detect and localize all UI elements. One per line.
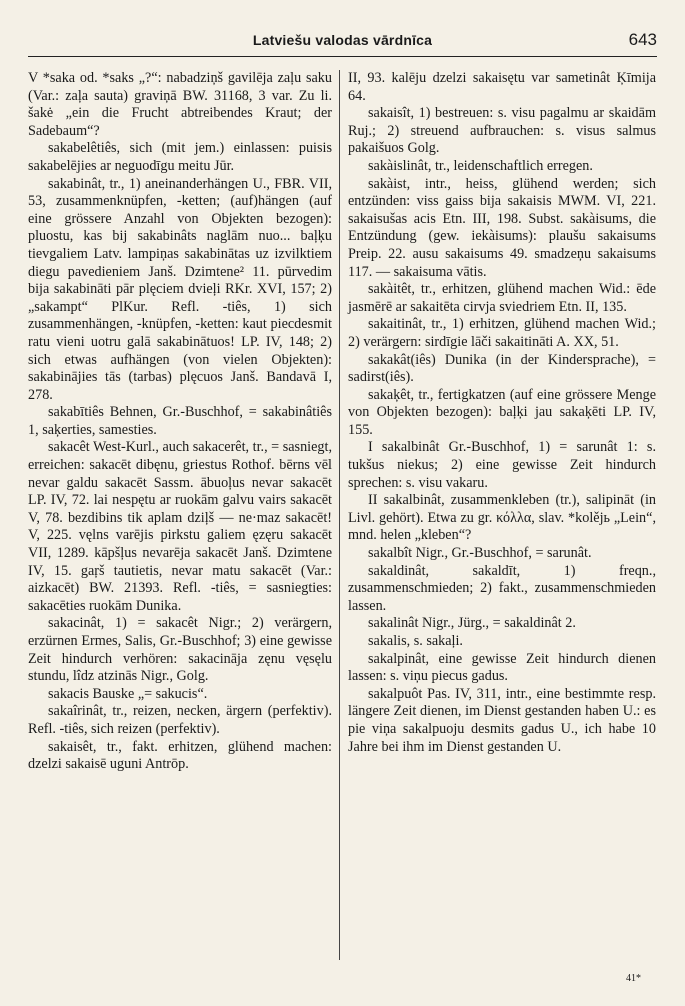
entry-saka: V *saka od. *saks „?“: nabadziņš gavilēja zaļu saku (Var.: zaļa sauta) graviņā BW. 31168, 3 var. Zu li. šakė „ein die Frucht abtreibendes Kraut; der Sadebaum“? [28, 70, 332, 139]
entry-sakacinat: sakacinât, 1) = sakacêt Nigr.; 2) verärgern, erzürnen Ermes, Salis, Gr.-Buschhof; 3) eine gewisse Zeit hindurch verhören: sakacināja zęnu vęsęlu stundu, lîdz atzinās Nigr., Golg. [28, 615, 332, 685]
entry-sakacet: sakacêt West-Kurl., auch sakacerêt, tr., = sasniegt, erreichen: sakacēt dibęnu, griestus Rothof. bērns vēl nevar galdu sakacēt Sassm. ābuoļus nevar sakacēt LP. IV, 72. lai nespętu ar ruokām galvu vairs sakacēt V, 78. bezdibins tik aplam dziļš — ne·maz sakacēt! V, 225. vęlns varējis pirkstu galiem ęzęru sakacēt VII, 1289. kāpšļus nevarēja sakacēt Janš. Dzimtene IV, 15. gaŗš tautietis, nevar matu sakacēt (Var.: aizkacēt) BW. 21393. Refl. -tiês, = sasniegties: sakacēties ruokām Dunika. [28, 439, 332, 614]
entry-sakaisit: sakaisît, 1) bestreuen: s. visu pagalmu ar skaidām Ruj.; 2) streuend aufbrauchen: s. visus salmus pakaišuos Golg. [348, 105, 656, 157]
entry-sakacis: sakacis Bauske „= sakucis“. [48, 685, 208, 702]
page-number: 643 [628, 30, 657, 49]
entry-sakaket: sakaķêt, tr., fertigkatzen (auf eine grössere Menge von Objekten bezogen): baļķi jau sakaķēti LP. IV, 155. [348, 386, 656, 438]
entry-sakalinat: sakalinât Nigr., Jürg., = sakaldinât 2. [368, 615, 576, 632]
entry-sakaldinat: sakaldinât, sakaldīt, 1) freqn., zusammenschmieden; 2) fakt., zusammenschmieden lassen. [348, 562, 656, 614]
entry-sakairinat: sakaîrinât, tr., reizen, necken, ärgern (perfektiv). Refl. -tiês, sich reizen (perfektiv). [28, 703, 332, 737]
entry-sakalis: sakalis, s. sakaļi. [368, 633, 463, 649]
column-divider [339, 70, 340, 960]
entry-continuation: II, 93. kalēju dzelzi sakaisętu var sametinât Ķīmija 64. [348, 70, 656, 104]
entry-sakaiset: sakaisêt, tr., fakt. erhitzen, glühend machen: dzelzi sakaisē uguni Antrōp. [28, 738, 332, 773]
entry-sakabinat: sakabinât, tr., 1) aneinanderhängen U., FBR. VII, 53, zusammenknüpfen, -ketten; (auf)hängen (auf eine grössere Anzahl von Objekten bezogen): pluostu, kas bij sakabinâts naglām nuo... baļķu tievgaliem Latv. lampiņas sakabinātas uz izvilktiem diegu pavedieniem Janš. Dzimtene² 11. pūrvedim bija sakabināti pār plęciem dvieļi RKr. XVI, 157; 2) „sakampt“ PlKur. Refl. -tiês, 1) sich zusammenhängen, -knüpfen, -ketten: kaut piecdesmit ratu vieni uotru galā sakabinātuos! LP. IV, 148; 2) sich etwas aufhängen (von vielen Objekten): sakabinājies tās (tarbas) plęcuos Janš. Bandavā I, 278. [28, 175, 332, 403]
right-column [348, 70, 656, 756]
entry-sakabities: sakabītiês Behnen, Gr.-Buschhof, = sakabinâtiês 1, saķerties, samesties. [28, 404, 332, 438]
entry-sakalbit: sakalbît Nigr., Gr.-Buschhof, = sarunât. [368, 545, 592, 562]
entry-sakaitet: sakàitêt, tr., erhitzen, glühend machen Wid.: ēde jasmērē ar sakaitēta cirvja sviedriem Etn. II, 135. [348, 281, 656, 315]
signature-mark: 41* [626, 973, 641, 984]
entry-sakaitinat: sakaitinât, tr., 1) erhitzen, glühend machen Wid.; 2) verärgern: sirdīgie lāči sakaitināti A. XX, 51. [348, 316, 656, 350]
left-column [28, 70, 332, 774]
entry-sakalbinat-2: II sakalbinât, zusammenkleben (tr.), salipināt (in Livl. gehört). Etwa zu gr. κόλλα, slav. *kolějь „Lein“, mnd. helen „kleben“? [348, 492, 656, 544]
entry-sakabeleties: sakabelêtiês, sich (mit jem.) einlassen: puisis sakabelējies ar neguodīgu meitu Jūr. [28, 140, 332, 174]
entry-sakaislinat: sakàislinât, tr., leidenschaftlich erregen. [368, 157, 593, 174]
running-header [28, 30, 657, 57]
page-title: Latviešu valodas vārdnīca [252, 32, 433, 48]
entry-sakalbinat-1: I sakalbinât Gr.-Buschhof, 1) = sarunât 1: s. tukšus niekus; 2) eine gewisse Zeit hindurch sprechen: s. visu vakaru. [348, 439, 656, 491]
entry-sakaist: sakàist, intr., heiss, glühend werden; sich entzünden: viss gaiss bija sakaisis MWM. VI, 221. sakaisušas acis Etn. III, 198. Subst. sakàisums, die Entzündung (gew. iekàisums): plaušu sakaisums Preip. 22. ausu sakaisums 49. smadzeņu sakaisums 117. — sakaisuma vātis. [348, 175, 656, 280]
entry-sakalpuot: sakalpuôt Pas. IV, 311, intr., eine bestimmte resp. längere Zeit dienen, im Dienst gestanden haben U.: es pie viņa sakalpuoju desmits gadus U., ich habe 10 Jahre bei ihm im Dienst gestanden U. [348, 685, 656, 755]
entry-sakalpinat: sakalpinât, eine gewisse Zeit hindurch dienen lassen: s. viņu piecus gadus. [348, 650, 656, 685]
entry-sakakaties: sakakât(iês) Dunika (in der Kindersprache), = sadirst(iês). [348, 351, 656, 386]
